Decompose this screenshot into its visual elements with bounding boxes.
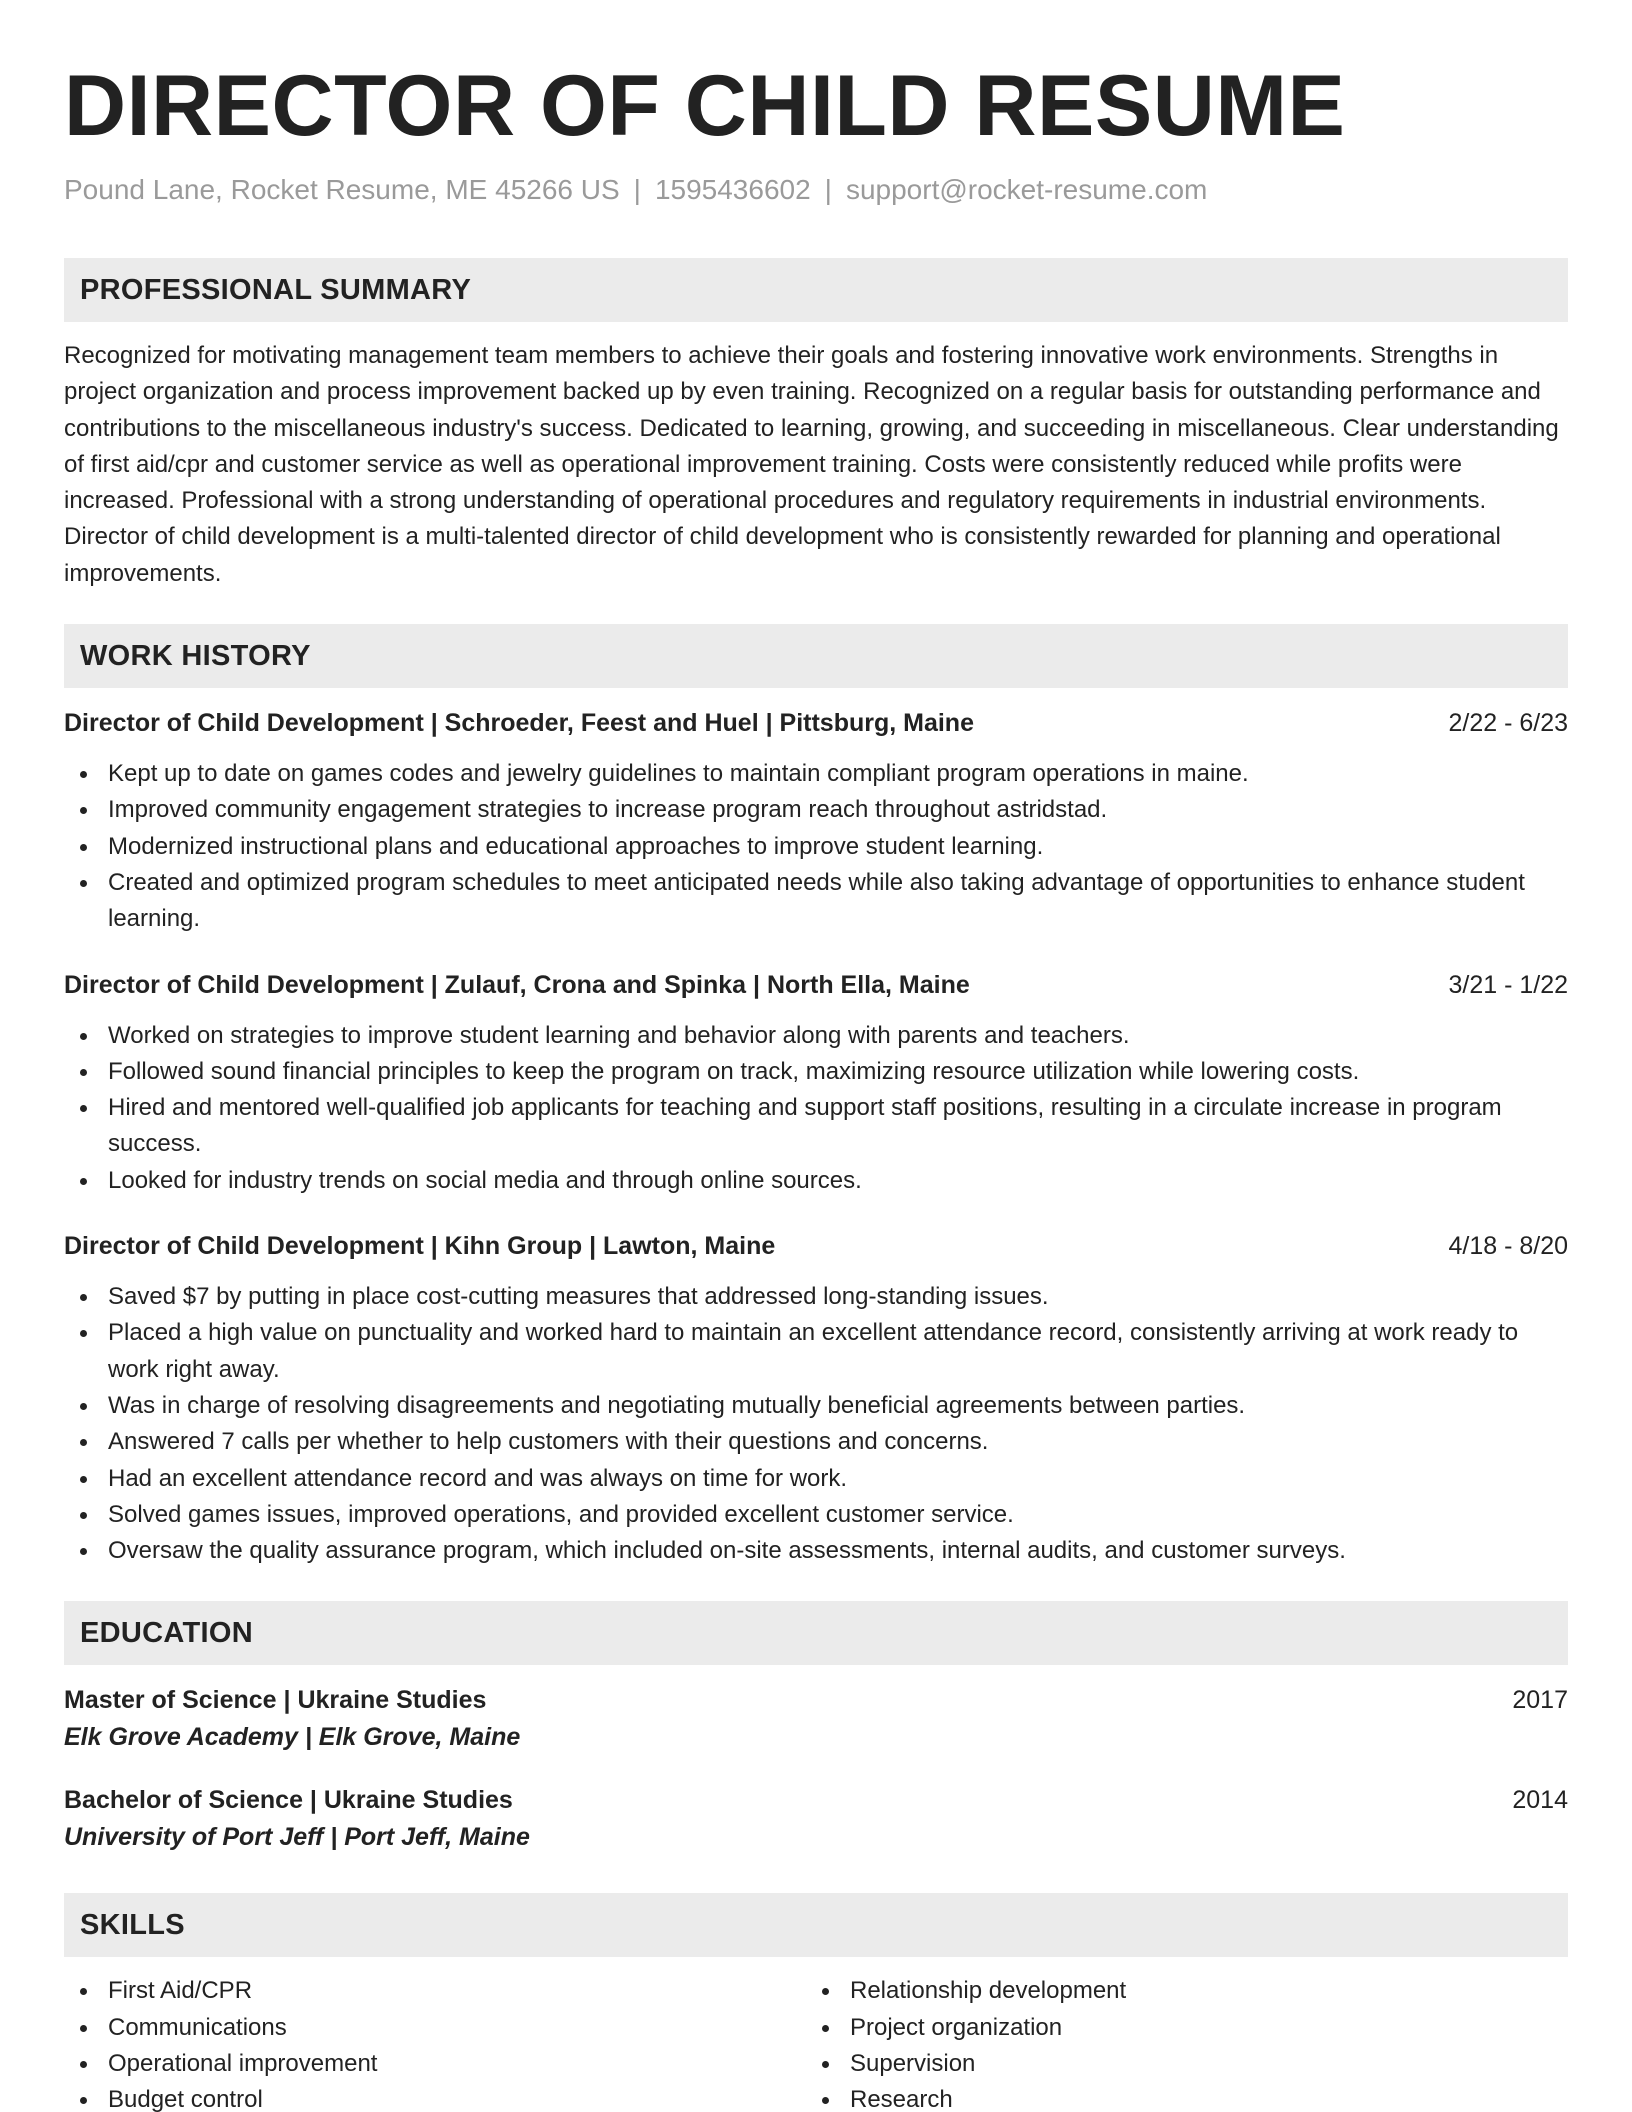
job-bullet: Created and optimized program schedules to meet anticipated needs while also taking advantage of opportunities to enhance student learning. [64,865,1568,938]
job-bullet: Improved community engagement strategies to increase program reach throughout astridstad. [64,792,1568,828]
job-bullet: Solved games issues, improved operations, and provided excellent customer service. [64,1497,1568,1533]
job-entry [64,968,1568,1199]
skill-item: Communications [64,2010,806,2046]
contact-phone: 1595436602 [654,174,811,205]
job-bullet: Placed a high value on punctuality and worked hard to maintain an excellent attendance record, consistently arriving at work ready to work right away. [64,1315,1568,1388]
job-title: Director of Child Development | Schroeder, Feest and Huel | Pittsburg, Maine [64,709,974,738]
skills-column-left [64,1973,806,2112]
contact-line [64,172,1568,208]
education-year: 2017 [1512,1686,1568,1715]
job-bullet: Modernized instructional plans and educational approaches to improve student learning. [64,829,1568,865]
skill-item: Budget control [64,2082,806,2112]
education-section-header: EDUCATION [64,1601,1568,1665]
skills-list [806,1973,1548,2112]
job-entry [64,1229,1568,1569]
job-bullet: Hired and mentored well-qualified job applicants for teaching and support staff positions, resulting in a circulate increase in program success. [64,1090,1568,1163]
job-bullet: Was in charge of resolving disagreements and negotiating mutually beneficial agreements between parties. [64,1388,1568,1424]
job-dates: 3/21 - 1/22 [1448,970,1568,999]
job-header [64,968,1568,1002]
job-bullet: Saved $7 by putting in place cost-cutting measures that addressed long-standing issues. [64,1279,1568,1315]
summary-text: Recognized for motivating management team members to achieve their goals and fostering innovative work environments. Strengths in project organization and process improvement backed up by even training. Recognized on a regular basis for outstanding performance and contributions to the miscellaneous industry's success. Dedicated to learning, growing, and succeeding in miscellaneous. Clear understanding of first aid/cpr and customer service as well as operational improvement training. Costs were consistently reduced while profits were increased. Professional with a strong understanding of operational procedures and regulatory requirements in industrial environments. Director of child development is a multi-talented director of child development who is consistently rewarded for planning and operational improvements. [64,342,1559,587]
job-header [64,706,1568,740]
skill-item: First Aid/CPR [64,1973,806,2009]
education-school: Elk Grove Academy | Elk Grove, Maine [64,1723,521,1752]
skills-grid [64,1973,1568,2112]
skills-list [64,1973,806,2112]
contact-separator: | [633,174,641,205]
job-bullet: Had an excellent attendance record and was always on time for work. [64,1461,1568,1497]
education-header [64,1783,1568,1817]
job-title: Director of Child Development | Kihn Group | Lawton, Maine [64,1232,776,1261]
contact-email: support@rocket-resume.com [845,174,1208,205]
job-bullets [64,1018,1568,1199]
job-bullet: Kept up to date on games codes and jewelry guidelines to maintain compliant program operations in maine. [64,756,1568,792]
job-entry [64,706,1568,937]
job-title: Director of Child Development | Zulauf, Crona and Spinka | North Ella, Maine [64,970,970,999]
skill-item: Project organization [806,2010,1548,2046]
education-degree: Master of Science | Ukraine Studies [64,1686,487,1715]
contact-address: Pound Lane, Rocket Resume, ME 45266 US [64,174,620,205]
education-year: 2014 [1512,1786,1568,1815]
skills-column-right [806,1973,1548,2112]
job-bullet: Answered 7 calls per whether to help customers with their questions and concerns. [64,1424,1568,1460]
job-bullet: Worked on strategies to improve student learning and behavior along with parents and teachers. [64,1018,1568,1054]
education-degree: Bachelor of Science | Ukraine Studies [64,1786,513,1815]
job-bullets [64,1279,1568,1569]
skill-item: Operational improvement [64,2046,806,2082]
contact-separator: | [824,174,832,205]
job-header [64,1229,1568,1263]
education-school: University of Port Jeff | Port Jeff, Maine [64,1823,530,1852]
skill-item: Research [806,2082,1548,2112]
job-bullets [64,756,1568,937]
education-entry [64,1783,1568,1857]
job-bullet: Looked for industry trends on social media and through online sources. [64,1163,1568,1199]
job-dates: 4/18 - 8/20 [1448,1232,1568,1261]
job-bullet: Oversaw the quality assurance program, which included on-site assessments, internal audits, and customer surveys. [64,1533,1568,1569]
skill-item: Supervision [806,2046,1548,2082]
skills-section-header: SKILLS [64,1893,1568,1957]
job-bullet: Followed sound financial principles to keep the program on track, maximizing resource utilization while lowering costs. [64,1054,1568,1090]
education-header [64,1683,1568,1717]
work-history-section-header: WORK HISTORY [64,624,1568,688]
education-entry [64,1683,1568,1757]
resume-name: DIRECTOR OF CHILD RESUME [64,58,1346,154]
summary-section-header: PROFESSIONAL SUMMARY [64,258,1568,322]
skill-item: Relationship development [806,1973,1548,2009]
job-dates: 2/22 - 6/23 [1448,709,1568,738]
